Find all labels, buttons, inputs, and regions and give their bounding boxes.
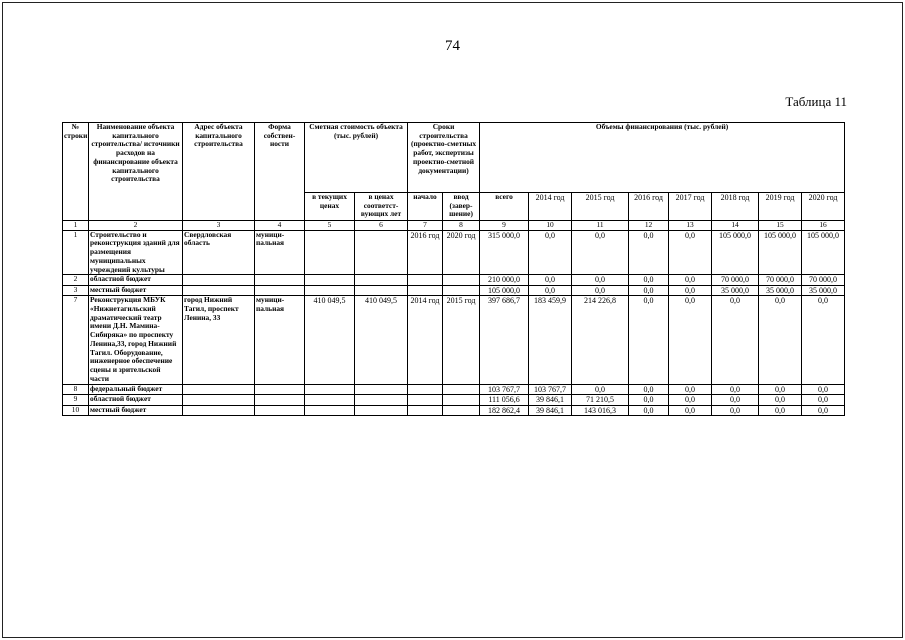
object-name-cell: Строительство и реконструкция зданий для размещения муниципальных учреждений культуры	[89, 230, 183, 275]
y2014-cell: 0,0	[529, 230, 572, 275]
table-row	[63, 275, 845, 285]
end-year-cell	[443, 405, 480, 415]
table-row	[63, 395, 845, 405]
table-row	[63, 230, 845, 275]
object-name-cell: Реконструкция МБУК «Нижнетагильский драматический театр имени Д.Н. Мамина-Сибиряка» по проспекту Ленина,33, город Нижний Тагил. Оборудование, инженерное обеспечение сцены и зрительской части	[89, 296, 183, 384]
y2017-cell: 0,0	[669, 285, 712, 295]
column-number: 3	[183, 221, 255, 231]
y2017-cell: 0,0	[669, 275, 712, 285]
start-year-cell: 2014 год	[408, 296, 443, 384]
y2016-cell: 0,0	[629, 230, 669, 275]
y2015-cell: 0,0	[572, 285, 629, 295]
header-y2014: 2014 год	[529, 193, 572, 221]
total-cell: 105 000,0	[480, 285, 529, 295]
column-number: 1	[63, 221, 89, 231]
cost-current-cell	[305, 275, 355, 285]
object-name-cell: федеральный бюджет	[89, 384, 183, 394]
end-year-cell: 2015 год	[443, 296, 480, 384]
total-cell: 315 000,0	[480, 230, 529, 275]
address-cell	[183, 285, 255, 295]
ownership-cell	[255, 405, 305, 415]
object-name-cell: местный бюджет	[89, 405, 183, 415]
y2018-cell: 35 000,0	[712, 285, 759, 295]
column-number: 10	[529, 221, 572, 231]
row-number: 1	[63, 230, 89, 275]
column-number: 14	[712, 221, 759, 231]
end-year-cell	[443, 275, 480, 285]
ownership-cell	[255, 275, 305, 285]
address-cell	[183, 275, 255, 285]
cost-current-cell	[305, 285, 355, 295]
start-year-cell	[408, 275, 443, 285]
header-terms: Сроки строительства (проектно-сметных работ, экспертизы проектно-сметной документации)	[408, 123, 480, 193]
address-cell	[183, 405, 255, 415]
data-rows	[63, 230, 845, 415]
y2016-cell: 0,0	[629, 405, 669, 415]
cost-years-cell	[355, 285, 408, 295]
header-funding: Объемы финансирования (тыс. рублей)	[480, 123, 845, 193]
header-total: всего	[480, 193, 529, 221]
header-cost-years: в ценах соответст-вующих лет	[355, 193, 408, 221]
object-name-cell: областной бюджет	[89, 395, 183, 405]
row-number: 9	[63, 395, 89, 405]
column-number: 11	[572, 221, 629, 231]
table-row	[63, 296, 845, 384]
y2018-cell: 0,0	[712, 384, 759, 394]
start-year-cell	[408, 395, 443, 405]
y2017-cell: 0,0	[669, 384, 712, 394]
y2016-cell: 0,0	[629, 296, 669, 384]
row-number: 2	[63, 275, 89, 285]
y2018-cell: 0,0	[712, 405, 759, 415]
header-y2019: 2019 год	[759, 193, 802, 221]
column-number: 6	[355, 221, 408, 231]
y2019-cell: 0,0	[759, 395, 802, 405]
row-number: 7	[63, 296, 89, 384]
header-y2018: 2018 год	[712, 193, 759, 221]
header-object-name: Наименование объекта капитального строительства/ источники расходов на финансирование объекта капитального строительства	[89, 123, 183, 221]
address-cell: город Нижний Тагил, проспект Ленина, 33	[183, 296, 255, 384]
address-cell	[183, 395, 255, 405]
ownership-cell	[255, 395, 305, 405]
y2017-cell: 0,0	[669, 230, 712, 275]
row-number: 3	[63, 285, 89, 295]
y2019-cell: 0,0	[759, 296, 802, 384]
y2014-cell: 39 846,1	[529, 395, 572, 405]
y2015-cell: 0,0	[572, 275, 629, 285]
cost-current-cell	[305, 230, 355, 275]
table-label: Таблица 11	[785, 94, 847, 109]
header-y2020: 2020 год	[802, 193, 845, 221]
ownership-cell	[255, 285, 305, 295]
y2017-cell: 0,0	[669, 395, 712, 405]
y2017-cell: 0,0	[669, 405, 712, 415]
y2019-cell: 0,0	[759, 384, 802, 394]
y2020-cell: 35 000,0	[802, 285, 845, 295]
y2020-cell: 70 000,0	[802, 275, 845, 285]
start-year-cell	[408, 384, 443, 394]
y2014-cell: 0,0	[529, 285, 572, 295]
cost-years-cell	[355, 405, 408, 415]
end-year-cell	[443, 384, 480, 394]
y2014-cell: 39 846,1	[529, 405, 572, 415]
header-y2016: 2016 год	[629, 193, 669, 221]
column-number: 8	[443, 221, 480, 231]
cost-years-cell	[355, 395, 408, 405]
y2014-cell: 103 767,7	[529, 384, 572, 394]
y2020-cell: 0,0	[802, 405, 845, 415]
column-number: 15	[759, 221, 802, 231]
column-number: 12	[629, 221, 669, 231]
y2015-cell: 214 226,8	[572, 296, 629, 384]
y2016-cell: 0,0	[629, 285, 669, 295]
start-year-cell	[408, 405, 443, 415]
y2020-cell: 105 000,0	[802, 230, 845, 275]
ownership-cell: муници-пальная	[255, 230, 305, 275]
end-year-cell	[443, 285, 480, 295]
cost-current-cell	[305, 405, 355, 415]
header-end: ввод (завер-шение)	[443, 193, 480, 221]
y2019-cell: 105 000,0	[759, 230, 802, 275]
y2020-cell: 0,0	[802, 296, 845, 384]
y2014-cell: 183 459,9	[529, 296, 572, 384]
object-name-cell: местный бюджет	[89, 285, 183, 295]
column-number: 9	[480, 221, 529, 231]
ownership-cell	[255, 384, 305, 394]
column-number: 7	[408, 221, 443, 231]
y2016-cell: 0,0	[629, 395, 669, 405]
y2016-cell: 0,0	[629, 384, 669, 394]
row-number: 10	[63, 405, 89, 415]
end-year-cell	[443, 395, 480, 405]
total-cell: 182 862,4	[480, 405, 529, 415]
address-cell	[183, 384, 255, 394]
y2018-cell: 0,0	[712, 296, 759, 384]
cost-current-cell	[305, 395, 355, 405]
start-year-cell	[408, 285, 443, 295]
y2017-cell: 0,0	[669, 296, 712, 384]
total-cell: 210 000,0	[480, 275, 529, 285]
y2015-cell: 71 210,5	[572, 395, 629, 405]
start-year-cell: 2016 год	[408, 230, 443, 275]
y2014-cell: 0,0	[529, 275, 572, 285]
y2018-cell: 70 000,0	[712, 275, 759, 285]
row-number: 8	[63, 384, 89, 394]
total-cell: 103 767,7	[480, 384, 529, 394]
y2015-cell: 0,0	[572, 230, 629, 275]
header-address: Адрес объекта капитального строительства	[183, 123, 255, 221]
ownership-cell: муници-пальная	[255, 296, 305, 384]
column-number: 13	[669, 221, 712, 231]
header-row-no: № строки	[63, 123, 89, 221]
page-number: 74	[445, 38, 460, 54]
header-start: начало	[408, 193, 443, 221]
cost-current-cell: 410 049,5	[305, 296, 355, 384]
object-name-cell: областной бюджет	[89, 275, 183, 285]
table-row	[63, 405, 845, 415]
table-row	[63, 285, 845, 295]
total-cell: 111 056,6	[480, 395, 529, 405]
cost-years-cell	[355, 230, 408, 275]
address-cell: Свердловская область	[183, 230, 255, 275]
header-cost-current: в текущих ценах	[305, 193, 355, 221]
cost-years-cell: 410 049,5	[355, 296, 408, 384]
y2020-cell: 0,0	[802, 395, 845, 405]
y2018-cell: 0,0	[712, 395, 759, 405]
y2015-cell: 143 016,3	[572, 405, 629, 415]
header-ownership: Форма собствен-ности	[255, 123, 305, 221]
column-number: 2	[89, 221, 183, 231]
column-number-row	[63, 221, 845, 231]
cost-current-cell	[305, 384, 355, 394]
y2016-cell: 0,0	[629, 275, 669, 285]
end-year-cell: 2020 год	[443, 230, 480, 275]
header-row-top	[63, 123, 845, 193]
table-row	[63, 384, 845, 394]
y2018-cell: 105 000,0	[712, 230, 759, 275]
y2015-cell: 0,0	[572, 384, 629, 394]
y2020-cell: 0,0	[802, 384, 845, 394]
y2019-cell: 70 000,0	[759, 275, 802, 285]
funding-table	[62, 122, 845, 416]
column-number: 4	[255, 221, 305, 231]
y2019-cell: 0,0	[759, 405, 802, 415]
column-number: 5	[305, 221, 355, 231]
y2019-cell: 35 000,0	[759, 285, 802, 295]
column-number: 16	[802, 221, 845, 231]
header-y2017: 2017 год	[669, 193, 712, 221]
total-cell: 397 686,7	[480, 296, 529, 384]
header-estimated-cost: Сметная стоимость объекта (тыс. рублей)	[305, 123, 408, 193]
cost-years-cell	[355, 384, 408, 394]
cost-years-cell	[355, 275, 408, 285]
header-y2015: 2015 год	[572, 193, 629, 221]
